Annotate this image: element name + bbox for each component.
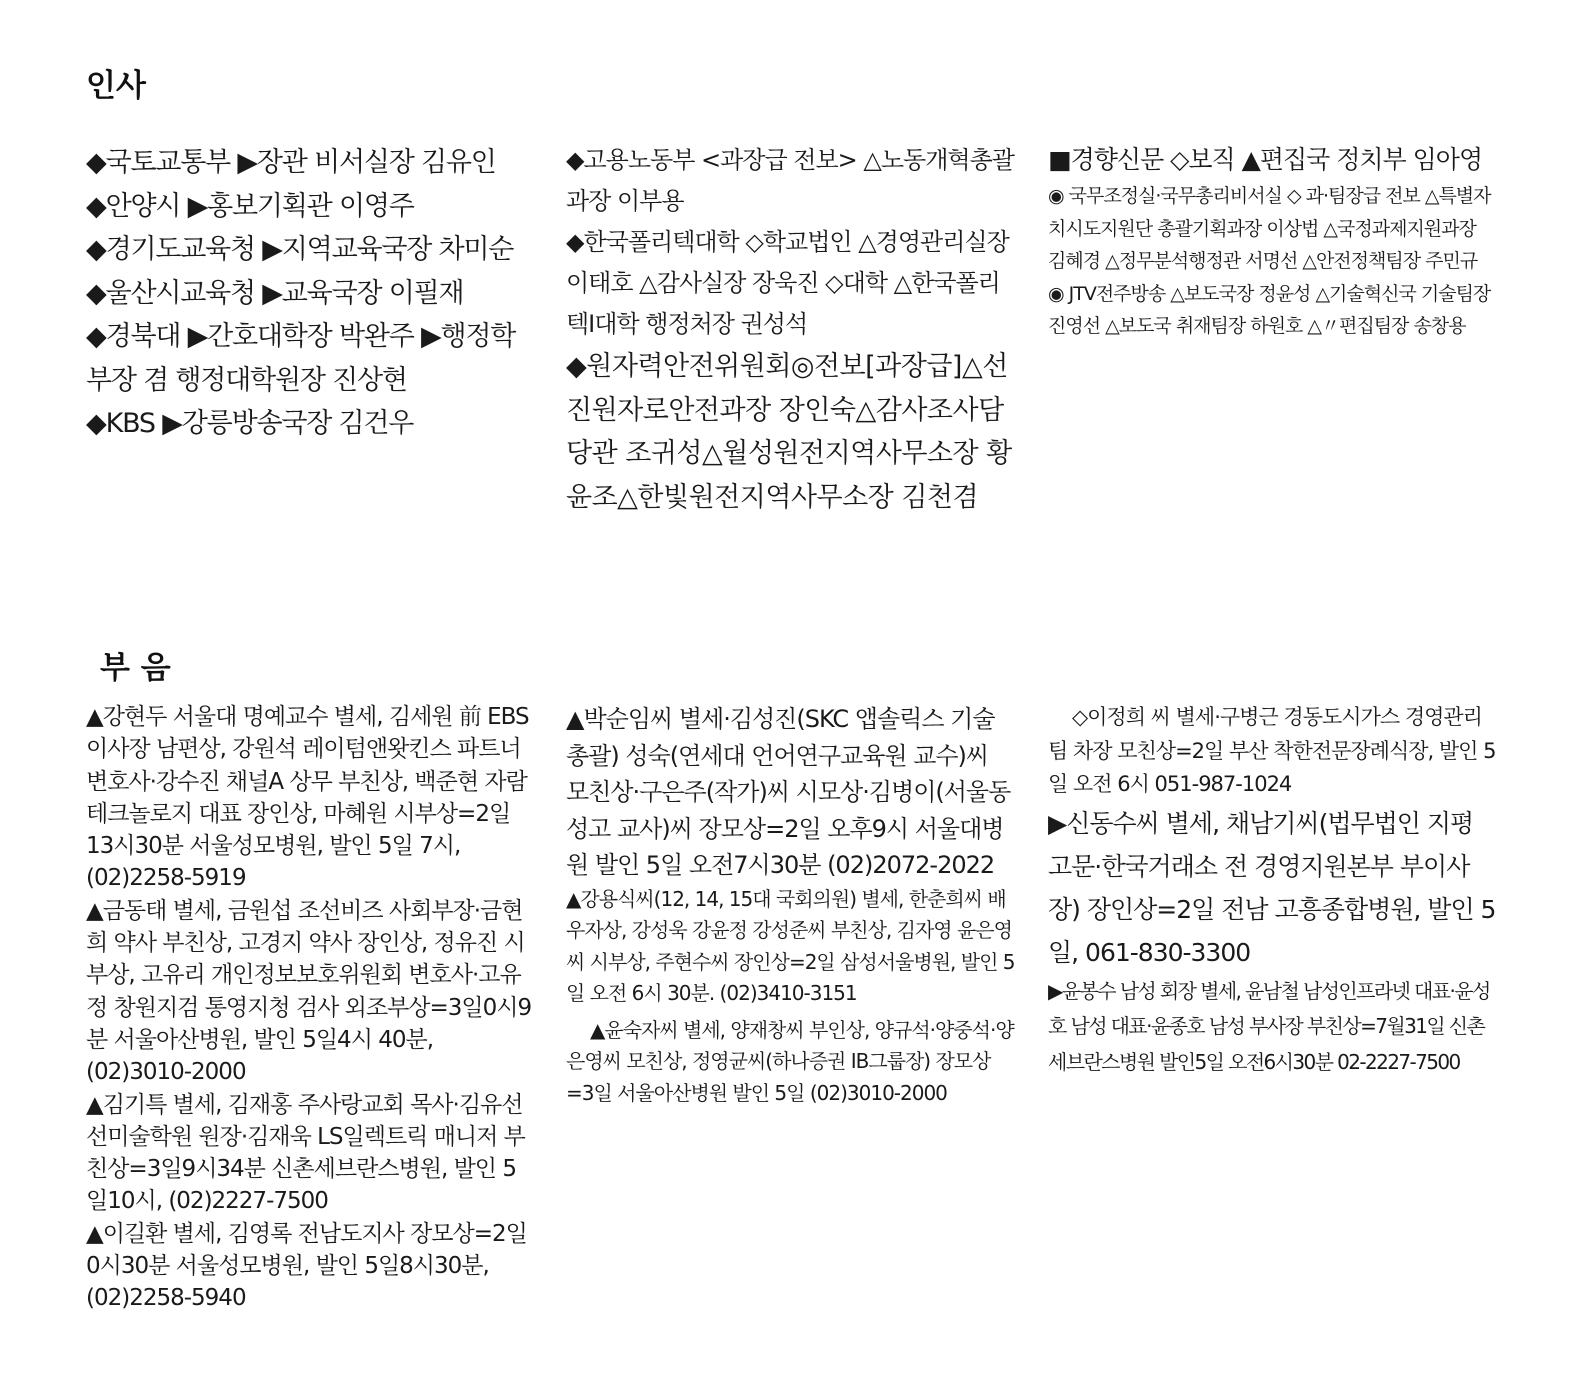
personnel-entry: ◆울산시교육청 ▶교육국장 이필재 bbox=[86, 277, 464, 309]
obituary-entry: ▶윤봉수 남성 회장 별세, 윤남철 남성인프라넷 대표·윤성호 남성 대표·윤종호 남성 부사장 부친상=7월31일 신촌세브란스병원 발인5일 오전6시30분 02-2227-7500 bbox=[1048, 978, 1490, 1074]
personnel-entry: ◆KBS ▶강릉방송국장 김건우 bbox=[86, 408, 414, 439]
personnel-entry: ◉ JTV전주방송 △보도국장 정윤성 △기술혁신국 기술팀장 진영선 △보도국 취재팀장 하원호 △〃편집팀장 송창용 bbox=[1048, 282, 1491, 337]
personnel-entry: ◉ 국무조정실·국무총리비서실 ◇ 과·팀장급 전보 △특별자치시도지원단 총괄기획과장 이상법 △국정과제지원과장 김혜경 △정무분석행정관 서명선 △안전정책팀장 주민규 bbox=[1048, 185, 1491, 272]
obituary-heading: 부 음 bbox=[100, 650, 171, 686]
obituary-entry: ▲강용식씨(12, 14, 15대 국회의원) 별세, 한춘희씨 배우자상, 강성욱 강윤정 강성준씨 부친상, 김자영 윤은영씨 시부상, 주현수씨 장인상=2일 삼성서울병원, 발인 5일 오전 6시 30분. (02)3410-3151 bbox=[566, 886, 1015, 1006]
obituary-entry: ▲이길환 별세, 김영록 전남도지사 장모상=2일0시30분 서울성모병원, 발인 5일8시30분, (02)2258-5940 bbox=[86, 1220, 527, 1312]
personnel-entry: ◆국토교통부 ▶장관 비서실장 김유인 bbox=[86, 147, 496, 178]
personnel-entry: ◆경기도교육청 ▶지역교육국장 차미순 bbox=[86, 234, 514, 265]
obituary-entry: ◇이정희 씨 별세·구병근 경동도시가스 경영관리팀 차장 모친상=2일 부산 착한전문장례식장, 발인 5일 오전 6시 051-987-1024 bbox=[1048, 705, 1496, 796]
obituary-entry: ▶신동수씨 별세, 채남기씨(법무법인 지평 고문·한국거래소 전 경영지원본부 부이사장) 장인상=2일 전남 고흥종합병원, 발인 5일, 061-830-3300 bbox=[1048, 808, 1496, 967]
obituary-column-2 bbox=[566, 701, 1016, 1109]
personnel-entry: ◆안양시 ▶홍보기획관 이영주 bbox=[86, 190, 414, 222]
obituary-entry: ▲금동태 별세, 금원섭 조선비즈 사회부장·금현희 약사 부친상, 고경지 약사 장인상, 정유진 시부상, 고유리 개인정보보호위원회 변호사·고유정 창원지검 통영지청 검사 외조부상=3일0시9분 서울아산병원, 발인 5일4시 40분, (02)3010-2000 bbox=[86, 897, 532, 1086]
personnel-heading: 인사 bbox=[86, 68, 146, 104]
personnel-entry: ◆고용노동부 <과장급 전보> △노동개혁총괄과장 이부용 bbox=[566, 146, 1014, 215]
obituary-entry: ▲강현두 서울대 명예교수 별세, 김세원 前 EBS 이사장 남편상, 강원석 레이텀앤왓킨스 파트너변호사·강수진 채널A 상무 부친상, 백준현 자람테크놀로지 대표 장인상, 마혜원 시부상=2일13시30분 서울성모병원, 발인 5일 7시, (02)2258-5919 bbox=[86, 704, 529, 892]
personnel-entry: ◆원자력안전위원회◎전보[과장급]△선진원자로안전과장 장인숙△감사조사담당관 조귀성△월성원전지역사무소장 황윤조△한빛원전지역사무소장 김천겸 bbox=[566, 351, 1012, 513]
personnel-entry: ◆한국폴리텍대학 ◇학교법인 △경영관리실장 이태호 △감사실장 장욱진 ◇대학 △한국폴리텍I대학 행정처장 권성석 bbox=[566, 228, 1009, 338]
obituary-column-1 bbox=[86, 701, 536, 1315]
personnel-column-3 bbox=[1048, 140, 1498, 343]
personnel-entry: ■경향신문 ◇보직 ▲편집국 정치부 임아영 bbox=[1048, 145, 1483, 174]
obituary-column-3 bbox=[1048, 701, 1498, 1080]
obituary-entry: ▲윤숙자씨 별세, 양재창씨 부인상, 양규석·양중석·양은영씨 모친상, 정영균씨(하나증권 IB그룹장) 장모상=3일 서울아산병원 발인 5일 (02)3010-2000 bbox=[566, 1017, 1014, 1105]
obituary-entry: ▲김기특 별세, 김재홍 주사랑교회 목사·김유선 선미술학원 원장·김재욱 LS일렉트릭 매니저 부친상=3일9시34분 신촌세브란스병원, 발인 5일10시, (02)2227-7500 bbox=[86, 1091, 525, 1215]
personnel-entry: ◆경북대 ▶간호대학장 박완주 ▶행정학부장 겸 행정대학원장 진상현 bbox=[86, 321, 516, 396]
personnel-column-1 bbox=[86, 141, 536, 446]
personnel-column-2 bbox=[566, 140, 1016, 519]
obituary-entry: ▲박순임씨 별세·김성진(SKC 앱솔릭스 기술총괄) 성숙(연세대 언어연구교육원 교수)씨 모친상·구은주(작가)씨 시모상·김병이(서울동성고 교사)씨 장모상=2일 오후9시 서울대병원 발인 5일 오전7시30분 (02)2072-2022 bbox=[566, 705, 1011, 880]
